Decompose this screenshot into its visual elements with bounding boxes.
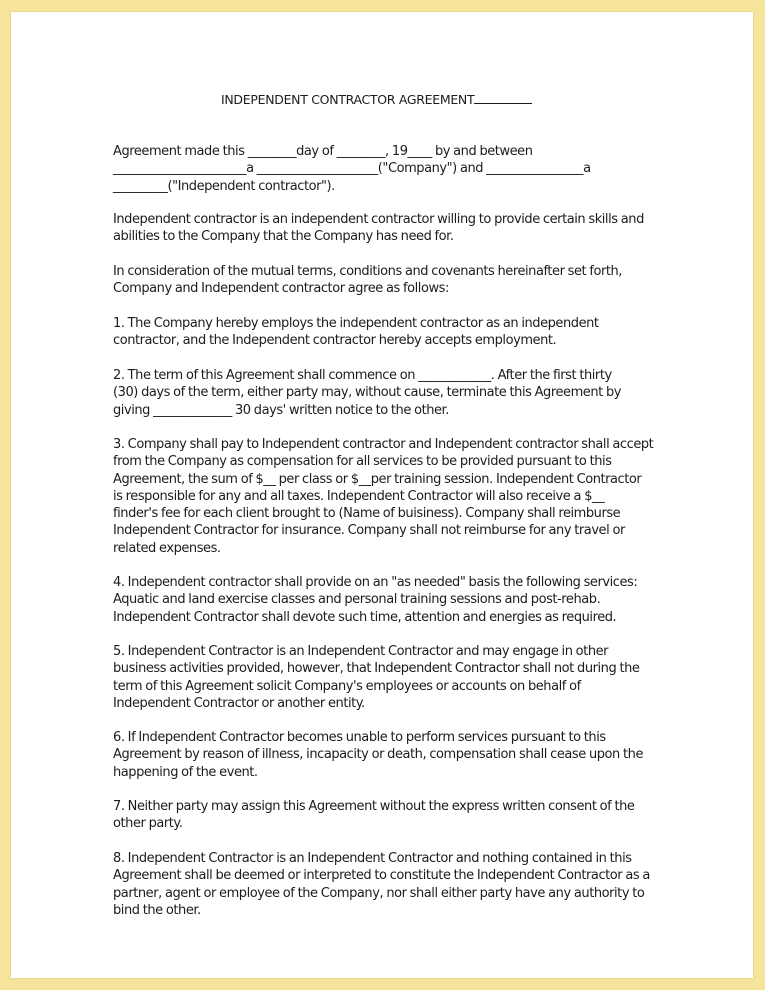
text-line: Company and Independent contractor agree as follows: (113, 281, 449, 297)
text-line: related expenses. (113, 540, 221, 556)
text-line: In consideration of the mutual terms, conditions and covenants hereinafter set forth, (113, 264, 622, 279)
text-line: ______________________a ____________________("Company") and ________________a (113, 161, 591, 177)
text-line: partner, agent or employee of the Company, nor shall either party have any authority to (113, 885, 645, 901)
document-title: INDEPENDENT CONTRACTOR AGREEMENT (221, 92, 532, 108)
text-line: 2. The term of this Agreement shall commence on ____________. After the first thirty (113, 368, 612, 383)
text-line: contractor, and the Independent contractor hereby accepts employment. (113, 333, 557, 349)
text-line: 1. The Company hereby employs the independent contractor as an independent (113, 316, 599, 331)
clause-1 (113, 315, 693, 350)
clause-8 (113, 850, 693, 919)
text-line: _________("Independent contractor"). (113, 178, 335, 194)
clause-2 (113, 367, 693, 419)
clause-7 (113, 798, 693, 833)
text-line: bind the other. (113, 902, 201, 918)
text-line: abilities to the Company that the Company has need for. (113, 229, 454, 245)
text-line: term of this Agreement solicit Company's employees or accounts on behalf of (113, 678, 581, 694)
paragraph-preamble (113, 143, 693, 195)
text-line: Independent contractor is an independent contractor willing to provide certain skills and (113, 212, 644, 227)
text-line: Independent Contractor shall devote such time, attention and energies as required. (113, 609, 617, 625)
document-page (11, 12, 753, 978)
clause-6 (113, 729, 693, 781)
text-line: other party. (113, 816, 183, 832)
text-line: 4. Independent contractor shall provide on an "as needed" basis the following services: (113, 575, 638, 590)
text-line: Agreement, the sum of $__ per class or $__per training session. Independent Contractor (113, 471, 642, 487)
text-line: from the Company as compensation for all services to be provided pursuant to this (113, 454, 612, 470)
text-line: 8. Independent Contractor is an Independent Contractor and nothing contained in this (113, 851, 632, 866)
text-line: giving _____________ 30 days' written notice to the other. (113, 402, 449, 418)
text-line: Agreement by reason of illness, incapacity or death, compensation shall cease upon the (113, 747, 644, 763)
text-line: 7. Neither party may assign this Agreement without the express written consent of the (113, 799, 635, 814)
text-line: Agreement made this ________day of ________, 19____ by and between (113, 144, 533, 159)
text-line: Independent Contractor for insurance. Company shall not reimburse for any travel or (113, 523, 625, 539)
text-line: 6. If Independent Contractor becomes unable to perform services pursuant to this (113, 730, 606, 745)
text-line: Agreement shall be deemed or interpreted to constitute the Independent Contractor as a (113, 868, 650, 884)
text-line: happening of the event. (113, 764, 258, 780)
text-line: Aquatic and land exercise classes and personal training sessions and post-rehab. (113, 592, 601, 608)
paragraph-intro (113, 211, 693, 246)
clause-4 (113, 574, 693, 626)
paragraph-consideration (113, 263, 693, 298)
text-line: business activities provided, however, that Independent Contractor shall not during the (113, 661, 640, 677)
text-line: (30) days of the term, either party may, without cause, terminate this Agreement by (113, 385, 621, 401)
text-line: finder's fee for each client brought to (Name of buisiness). Company shall reimburse (113, 506, 621, 522)
text-line: 3. Company shall pay to Independent contractor and Independent contractor shall accept (113, 437, 654, 452)
text-line: 5. Independent Contractor is an Independent Contractor and may engage in other (113, 644, 609, 659)
clause-3 (113, 436, 693, 557)
clause-5 (113, 643, 693, 712)
title-underline (474, 92, 532, 104)
text-line: is responsible for any and all taxes. Independent Contractor will also receive a $__ (113, 488, 605, 504)
text-line: Independent Contractor or another entity. (113, 695, 365, 711)
